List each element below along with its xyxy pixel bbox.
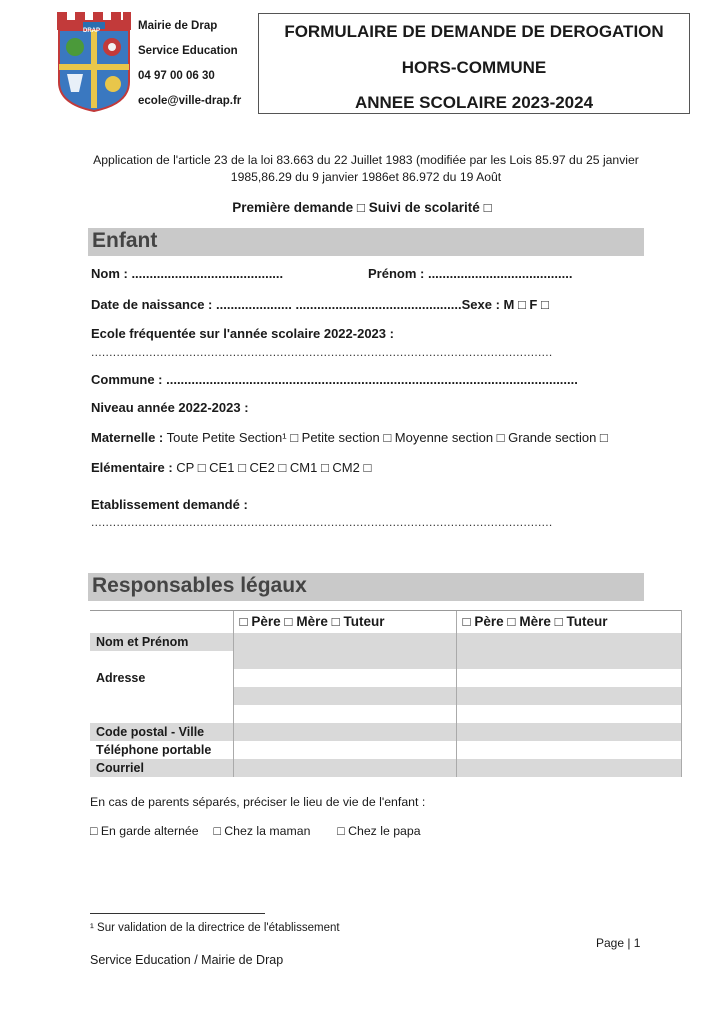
section-child (88, 228, 644, 256)
separation-question: En cas de parents séparés, préciser le lieu de vie de l'enfant : (90, 795, 426, 809)
section-child-title: Enfant (92, 229, 158, 252)
form-subtitle: HORS-COMMUNE (401, 58, 547, 77)
guardian1-type[interactable]: □ Père □ Mère □ Tuteur (233, 611, 456, 633)
requested-school-label: Etablissement demandé : (91, 497, 248, 512)
law-reference: Application de l'article 23 de la loi 83.663 du 22 Juillet 1983 (modifiée par les Lois 85.97 du 25 janvier 1985,86.29 du 9 janvier 1986et 86.972 du 19 Août (93, 153, 639, 184)
guardian2-type[interactable]: □ Père □ Mère □ Tuteur (456, 611, 682, 633)
table-row (90, 759, 682, 777)
name-row[interactable] (91, 266, 283, 281)
first-request-checkbox[interactable]: □ (356, 200, 365, 215)
footnote-divider (90, 913, 265, 914)
custody-options[interactable] (90, 824, 421, 838)
maternelle-label: Maternelle : (91, 430, 164, 445)
phone-number: 04 97 00 06 30 (138, 70, 215, 82)
commune-field[interactable]: Commune : .................................................................................................................. (91, 372, 578, 387)
form-title-box (258, 13, 690, 114)
nom-field[interactable]: Nom : .......................................... (91, 266, 284, 281)
table-row (90, 705, 682, 723)
prenom-row[interactable] (368, 266, 572, 281)
school-attended-field[interactable]: ............................................................................................................................... (91, 345, 553, 359)
row-label-address: Adresse (96, 670, 146, 685)
level-label: Niveau année 2022-2023 : (91, 400, 249, 415)
guardian2-address-cell[interactable] (456, 669, 682, 687)
table-row (90, 669, 682, 687)
demand-type-row (0, 200, 724, 215)
row-label-phone: Téléphone portable (96, 742, 212, 757)
custody-mother-checkbox[interactable]: □ Chez la maman (213, 824, 311, 838)
guardian1-postcode-cell[interactable] (233, 723, 456, 741)
row-label-postcode: Code postal - Ville (90, 723, 233, 741)
table-row (90, 687, 682, 705)
page-number: Page | 1 (596, 936, 641, 950)
maternelle-options[interactable]: Toute Petite Section¹ □ Petite section □ Moyenne section □ Grande section □ (163, 430, 608, 445)
prenom-field[interactable]: Prénom : ........................................ (368, 266, 573, 281)
section-guardians-title: Responsables légaux (92, 574, 307, 597)
followup-checkbox[interactable]: □ (483, 200, 492, 215)
email-address: ecole@ville-drap.fr (138, 95, 242, 107)
custody-alternating-checkbox[interactable]: □ En garde alternée (90, 824, 199, 838)
first-request-label: Première demande (232, 200, 354, 215)
section-guardians (88, 573, 644, 601)
guardian1-phone-cell[interactable] (233, 741, 456, 759)
table-row (90, 633, 682, 651)
row-label-name: Nom et Prénom (90, 633, 233, 651)
school-year: ANNEE SCOLAIRE 2023-2024 (354, 93, 594, 112)
footnote: ¹ Sur validation de la directrice de l'établissement (90, 922, 340, 934)
guardian1-address-cell[interactable] (233, 669, 456, 687)
guardian1-name-cell[interactable] (233, 633, 456, 651)
school-attended-label: Ecole fréquentée sur l'année scolaire 2022-2023 : (91, 326, 394, 341)
guardian1-email-cell[interactable] (233, 759, 456, 777)
city-coat-of-arms-logo (55, 12, 133, 112)
logo-banner-text: DRAP (83, 28, 101, 34)
form-title: FORMULAIRE DE DEMANDE DE DEROGATION (284, 22, 664, 41)
birthdate-sex-row[interactable] (91, 297, 549, 312)
table-row (90, 723, 682, 741)
table-row (90, 741, 682, 759)
guardian2-phone-cell[interactable] (456, 741, 682, 759)
table-header-row (90, 611, 682, 633)
table-row (90, 651, 682, 669)
birthdate-field[interactable]: Date de naissance : ..................... ..............................................Sexe : M □ F □ (91, 297, 549, 312)
guardian2-email-cell[interactable] (456, 759, 682, 777)
elementaire-options[interactable]: CP □ CE1 □ CE2 □ CM1 □ CM2 □ (172, 460, 372, 475)
guardian2-name-cell[interactable] (456, 633, 682, 651)
service-name: Service Education (138, 45, 238, 57)
contact-block (138, 14, 241, 114)
guardians-table (90, 610, 682, 777)
elementaire-row[interactable] (91, 460, 371, 475)
maternelle-row[interactable] (91, 430, 608, 445)
custody-father-checkbox[interactable]: □ Chez le papa (337, 824, 421, 838)
org-name: Mairie de Drap (138, 20, 218, 32)
guardian2-postcode-cell[interactable] (456, 723, 682, 741)
elementaire-label: Elémentaire : (91, 460, 173, 475)
followup-label: Suivi de scolarité (368, 200, 480, 215)
requested-school-field[interactable]: ............................................................................................................................... (91, 515, 553, 529)
page-footer: Service Education / Mairie de Drap (90, 953, 284, 967)
row-label-email: Courriel (90, 759, 233, 777)
